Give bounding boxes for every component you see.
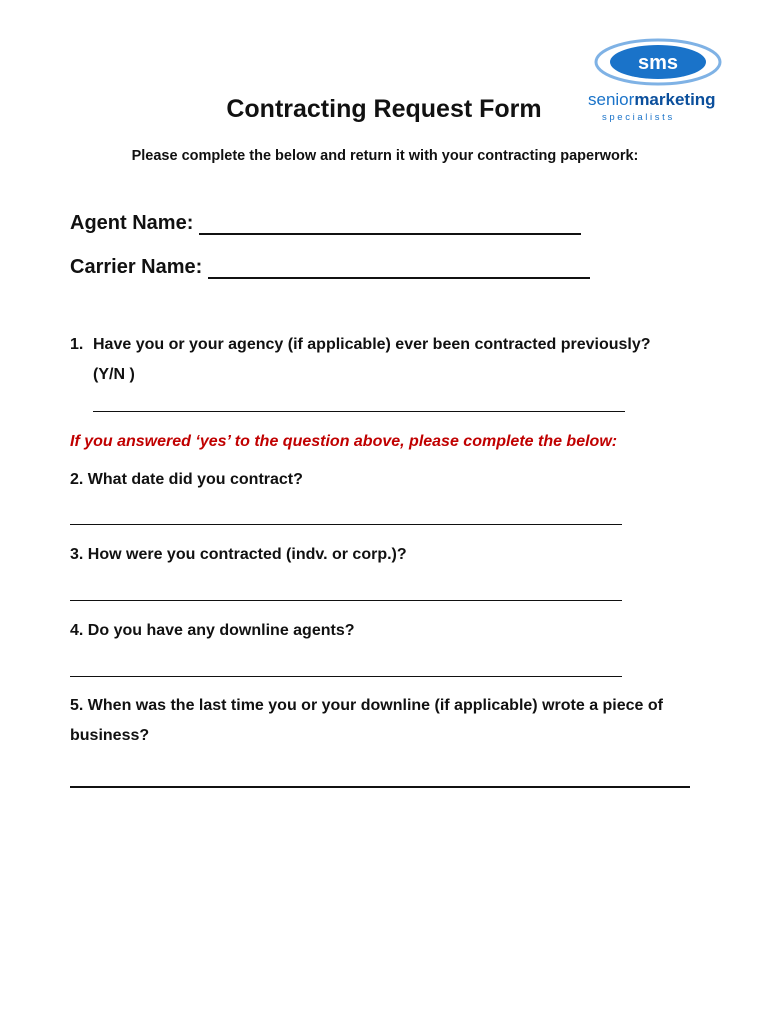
question-2: 2. What date did you contract? [70,471,303,488]
agent-name-label: Agent Name: [70,212,194,234]
carrier-name-input-line[interactable] [208,257,590,279]
question-1-number: 1. [70,336,84,353]
logo-badge-text: sms [637,52,679,74]
page-title-text: Contracting Request Form [226,95,542,123]
agent-name-field [70,212,581,235]
question-3: 3. How were you contracted (indv. or corp.)? [70,546,407,563]
page-title [0,95,770,124]
question-5: 5. When was the last time you or your downline (if applicable) wrote a piece of business? [70,697,663,744]
answer-4-line[interactable] [70,676,622,677]
logo-wordmark-senior: senior [588,90,635,109]
answer-2-line[interactable] [70,524,622,525]
logo-wordmark-marketing: marketing [634,90,716,109]
intro-text: Please complete the below and return it with your contracting paperwork: [131,148,639,164]
answer-5-line[interactable] [70,786,690,788]
carrier-name-field [70,256,590,279]
answer-1-line[interactable] [93,411,625,412]
logo-tagline: s p e c i a l i s t s [602,112,673,122]
carrier-name-label: Carrier Name: [70,256,203,278]
answer-3-line[interactable] [70,600,622,601]
question-4: 4. Do you have any downline agents? [70,622,355,639]
conditional-notice: If you answered ‘yes’ to the question above, please complete the below: [70,433,618,450]
question-1-text: Have you or your agency (if applicable) ever been contracted previously? (Y/N ) [93,336,651,383]
agent-name-input-line[interactable] [199,213,581,235]
